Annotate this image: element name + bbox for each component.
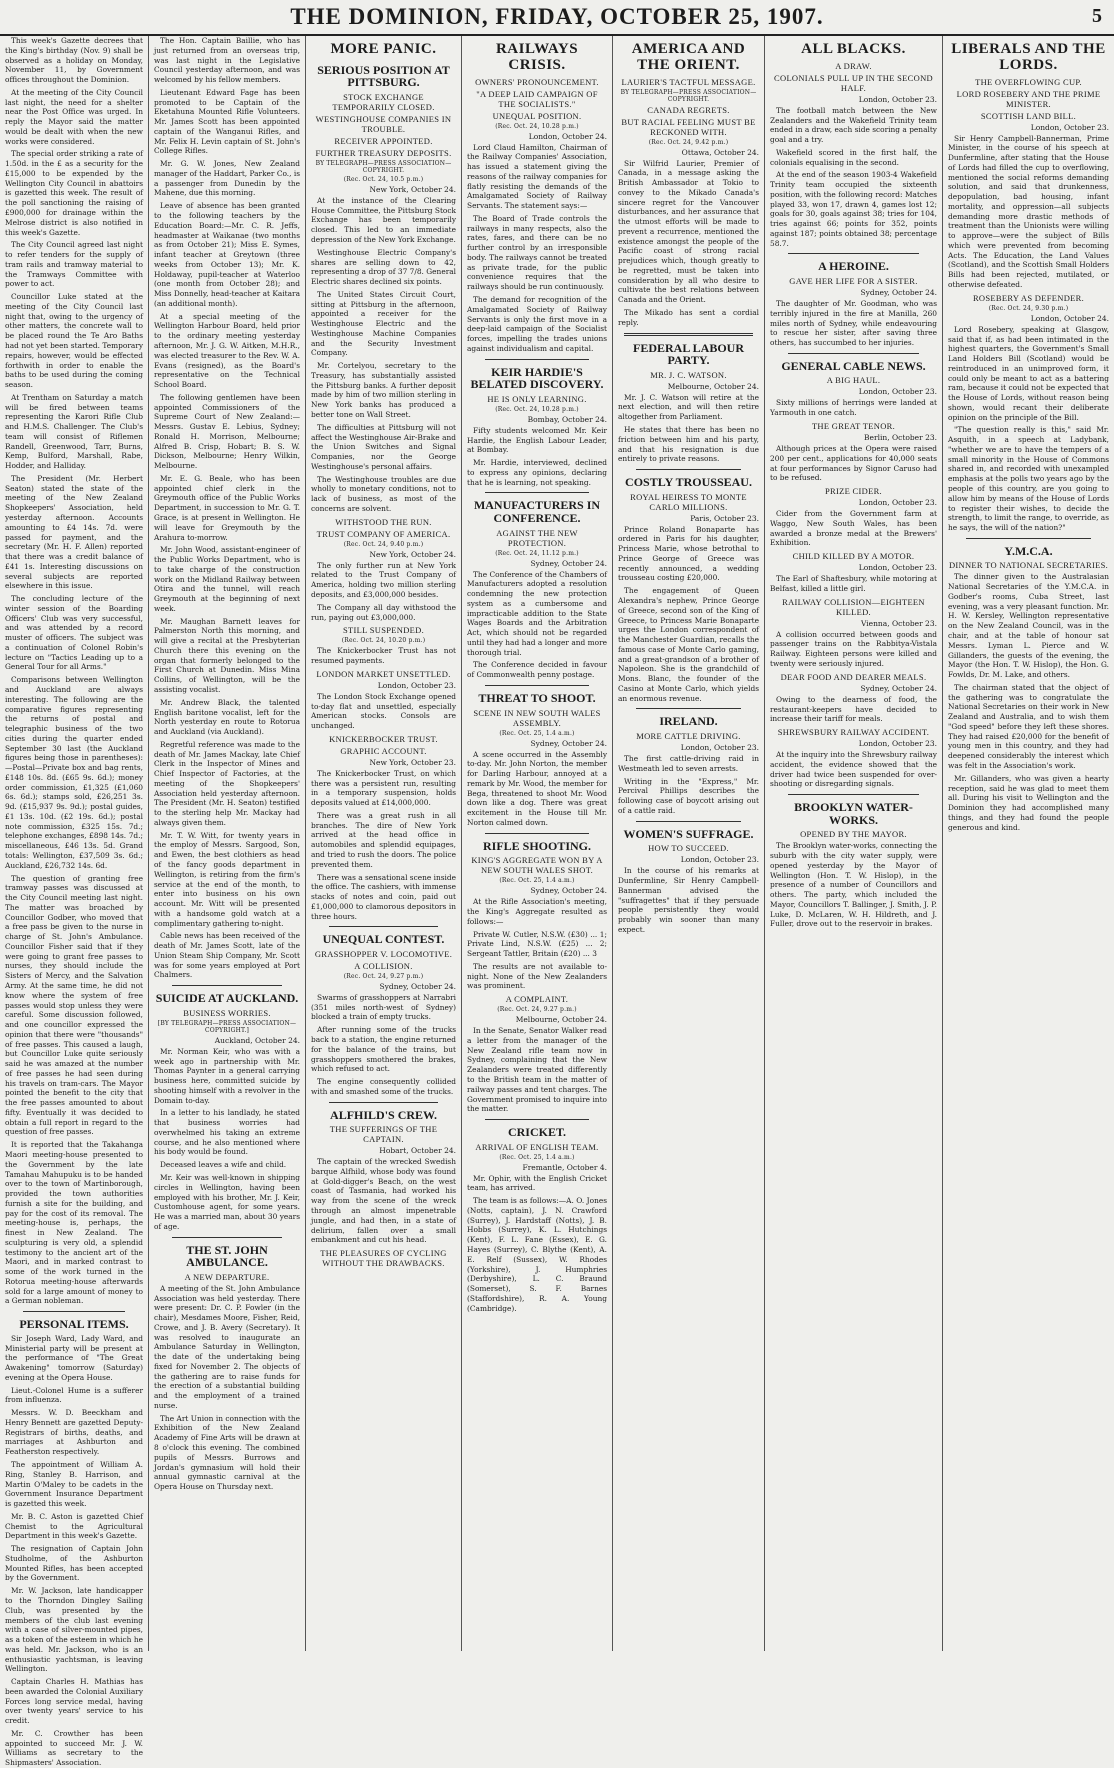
column-6: [764, 36, 942, 1651]
paragraph: Although prices at the Opera were raised 200 per cent., applications for 40,000 seats at four performances by Signor Caruso had to be refused.: [770, 444, 937, 483]
dateline: Fremantle, October 4.: [522, 1162, 607, 1172]
paragraph: At Trentham on Saturday a match will be fired between teams representing the Karori Rifle Club and H.M.S. Challenger. The Club's team will consist of Riflemen Randell, Greenwood, Tarr, Burns, Kemp, Bulford, Marshall, Rabe, Hodder, and Halliday.: [5, 392, 143, 471]
dateline: Melbourne, October 24.: [667, 381, 759, 391]
paragraph: The London Stock Exchange opened to-day flat and unsettled, especially American stocks. Consols are unchanged.: [311, 691, 456, 731]
subheading: GRAPHIC ACCOUNT.: [340, 745, 427, 756]
divider: [624, 333, 753, 336]
paragraph: Fifty students welcomed Mr. Keir Hardie, the English Labour Leader, at Bombay.: [467, 425, 607, 455]
paragraph: The President (Mr. Herbert Seaton) stated the state of the meeting of the New Zealand Shopkeepers' Association, held yesterday afternoon. Accounts amounting to £4 14s. 7d. were passed for payment, and the secretary (Mr. H. F. Allen) reported that there was a credit balance of £41 1s. Interesting discussions on several subjects are reported elsewhere in this issue.: [5, 473, 143, 591]
paragraph: The only further run at New York related to the Trust Company of America, holding two million sterling deposits, and £3,000,000 besides.: [311, 560, 456, 599]
divider: [172, 985, 282, 986]
paragraph: The first cattle-driving raid in Westmeath led to seven arrests.: [618, 754, 759, 773]
paragraph: In a letter to his landlady, he stated that business worries had overwhelmed his taking an extreme course, and he also mentioned where his body would be found.: [154, 1108, 300, 1157]
paragraph: Swarms of grasshoppers at Narrabri (351 miles north-west of Sydney) blocked a train of empty trucks.: [311, 992, 456, 1022]
paragraph: At the inquiry into the Shrewsbury railway accident, the evidence showed that the driver had twice been suspended for over-shooting or disregarding signals.: [770, 750, 937, 789]
subheading: GRASSHOPPER V. LOCOMOTIVE.: [314, 948, 453, 959]
headline-cricket: CRICKET.: [507, 1125, 567, 1140]
subheading: ROSEBERY AS DEFENDER.: [972, 292, 1085, 303]
divider: [485, 1119, 589, 1120]
paragraph: Mr. Andrew Black, the talented English baritone vocalist, left for the North yesterday en route to Rotorua and Auckland (via Auckland).: [154, 697, 300, 737]
paragraph: The appointment of William A. Ring, Stanley B. Harrison, and Martin O'Maley to be cadets in the Government Insurance Department is gazetted this week.: [5, 1460, 143, 1509]
paragraph: Mr. G. W. Jones, New Zealand manager of the Haddart, Parker Co., is a passenger from Dunedin by the Mahene, due this morning.: [154, 159, 300, 198]
paragraph: The Hon. Captain Baillie, who has just returned from an overseas trip, was last night in the Legislative Council yesterday afternoon, and was welcomed by his fellow members.: [154, 36, 300, 85]
headline-costly-trousseau: COSTLY TROUSSEAU.: [625, 475, 752, 490]
subheading: ARRIVAL OF ENGLISH TEAM.: [475, 1141, 599, 1152]
paragraph: Leave of absence has been granted to the following teachers by the Education Board:—Mr. C. R. Jeffs, headmaster at Waikanae (two months as from October 21); Miss E. Symes, infant teacher at Greytown (three weeks from October 13); Mr. K. Holdaway, pupil-teacher at Waterloo (one month from October 28); and Miss Donnelly, head-teacher at Kaitara (an additional month).: [154, 201, 300, 308]
paragraph: Mr. Norman Keir, who was with a week ago in partnership with Mr. Thomas Paynter in a general carrying business here, committed suicide by shooting himself with a revolver in the Domain to-day.: [154, 1046, 300, 1105]
paragraph: The Art Union in connection with the Exhibition of the New Zealand Academy of Fine Arts will be drawn at 8 o'clock this evening. The combined pupils of Messrs. Burrows and Jordan's gymnasium will hold their annual gymnastic carnival at the Opera House on Thursday next.: [154, 1413, 300, 1492]
received-time: (Rec. Oct. 24, 11.12 p.m.): [495, 549, 579, 557]
headline-more-panic: MORE PANIC.: [330, 41, 437, 57]
paragraph: Lieut.-Colonel Hume is a sufferer from influenza.: [5, 1385, 143, 1405]
headline-pittsburg: SERIOUS POSITION AT PITTSBURG.: [317, 62, 450, 90]
dateline: London, October 23.: [858, 739, 937, 749]
dateline: London, October 23.: [680, 855, 759, 865]
paragraph: Sir Henry Campbell-Bannerman, Prime Minister, in the course of his speech at Dunfermline, after stating that the House of Lords had filled the cup to overflowing, mentioned the social reforms demanding solution, and said that drunkenness, depopulation, bad housing, infant mortality, and oppression—all subjects demanding more drastic methods of treatment than the Unionists were willing to approve—were the subject of Bills which were prevented from becoming Acts. The Education, the Land Values (Scotland), and the Scottish Small Holders Bills had been rejected, mutilated, or otherwise defeated.: [948, 133, 1109, 289]
paragraph: Sir Wilfrid Laurier, Premier of Canada, in a message asking the British Ambassador at Tokio to convey to the Mikado Canada's sincere regret for the Vancouver disturbances, and her assurance that the utmost efforts will be made to prevent a recurrence, mentioned the existence amongst the people of the Pacific coast of strong racial prejudices which, though greatly to be regretted, must be taken into consideration by all who desire to cultivate the best relations between Canada and the Orient.: [618, 158, 759, 305]
paragraph: After running some of the trucks back to a station, the engine returned for the balance of the trains, but grasshoppers smothered the brakes, which refused to act.: [311, 1025, 456, 1074]
subheading: CHILD KILLED BY A MOTOR.: [792, 551, 915, 562]
headline-all-blacks: ALL BLACKS.: [801, 41, 906, 57]
paragraph: The dinner given to the Australasian National Secretaries of the Y.M.C.A. in Godber's rooms, Cuba Street, last evening, was a very pleasant function. Mr. H. W. Kersley, Wellington representative on the New Zealand Council, was in the chair, and at the table of honour sat Messrs. Lyman L. Pierce and W. Gillanders, the guests of the evening, the Mayor (the Hon. T. W. Hislop), the Hon. G. Fowlds, Dr. M. Lake, and others.: [948, 572, 1109, 680]
subheading: ROYAL HEIRESS TO MONTE CARLO MILLIONS.: [630, 491, 747, 512]
dateline: Sydney, October 24.: [860, 683, 937, 693]
paragraph: It is reported that the Takahanga Maori meeting-house presented to the Government by the late Tamahau Mahupuku is to be handed over to the town of Martinborough, provided the town authorities furnish a site for the building, and pay for the cost of its removal. The meeting-house is, perhaps, the finest in New Zealand. The sculpturing is very old, a splendid testimony to the ancient art of the Maori, and in marked contrast to some of the work turned in the Rotorua meeting-house afterwards sold for a large amount of money to a German nobleman.: [5, 1140, 143, 1306]
paragraph: The Earl of Shaftesbury, while motoring at Belfast, killed a little girl.: [770, 574, 937, 593]
dateline: Vienna, October 23.: [860, 618, 937, 628]
column-7: [942, 36, 1114, 1651]
headline-liberals-lords: LIBERALS AND THE LORDS.: [951, 41, 1106, 73]
paragraph: At a special meeting of the Wellington Harbour Board, held prior to the ordinary meeting yesterday afternoon, Mr. J. G. W. Aitken, M.H.R., was elected treasurer to the Rev. W. A. Evans (resigned), as the Board's representative on the Technical School Board.: [154, 311, 300, 390]
columns: [0, 36, 1114, 1768]
subheading: CANADA REGRETS.: [647, 104, 730, 115]
divider: [485, 359, 589, 360]
subheading: GAVE HER LIFE FOR A SISTER.: [789, 276, 918, 287]
page-number: 5: [1092, 5, 1102, 27]
column-4: [461, 36, 612, 1651]
paragraph: A scene occurred in the Assembly to-day. Mr. John Norton, the member for Darling Harbour, annoyed at a remark by Mr. Wood, the member for Bega, threatened to shoot Mr. Wood down like a dog. There was great excitement in the House till Mr. Norton calmed down.: [467, 749, 607, 827]
subheading: SCENE IN NEW SOUTH WALES ASSEMBLY.: [473, 707, 601, 728]
divider: [636, 821, 741, 822]
divider: [329, 926, 438, 927]
headline-unequal-contest: UNEQUAL CONTEST.: [322, 932, 445, 947]
received-time: (Rec. Oct. 24, 9.42 p.m.): [648, 138, 729, 146]
paragraph: Councillor Luke stated at the meeting of the City Council last night that, owing to the urgency of other matters, the concrete wall to be placed round the Te Aro Baths had not yet been started. Temporary repairs, however, would be effected forthwith in order to enable the baths to be used during the coming season.: [5, 292, 143, 390]
paragraph: This week's Gazette decrees that the King's birthday (Nov. 9) shall be observed as a holiday on Monday, November 11, by Government offices throughout the Dominion.: [5, 36, 143, 85]
subheading: "A DEEP LAID CAMPAIGN OF THE SOCIALISTS.": [476, 88, 598, 109]
headline-personal-items: PERSONAL ITEMS.: [19, 1317, 129, 1332]
headline-a-heroine: A HEROINE.: [818, 259, 889, 274]
wire-credit: BY TELEGRAPH—PRESS ASSOCIATION—COPYRIGHT.: [620, 88, 757, 103]
paragraph: At the meeting of the City Council last night, the need for a shelter near the Post Office was urged. In reply the Mayor said the matter would be dealt with when the new works were considered.: [5, 87, 143, 146]
paragraph: The engagement of Queen Alexandra's nephew, Prince George of Greece, second son of the King of Greece, to Princess Marie Bonaparte urges the London correspondent of the Manchester Guardian, recalls the famous case of Monte Carlo gaming, and a great-grandson of a brother of Napoleon. She is the grandchild of Mons. Blanc, the founder of the Casino at Monte Carlo, which yields an enormous revenue.: [618, 586, 759, 703]
paragraph: The Knickerbocker Trust, on which there was a persistent run, resulting in a temporary suspension, holds deposits valued at £14,000,000.: [311, 768, 456, 808]
paragraph: In the course of his remarks at Dunfermline, Sir Henry Campbell-Bannerman advised the "suffragettes" that if they persuade people persistently they would probably win sooner than many expect.: [618, 866, 759, 934]
paragraph: The following gentlemen have been appointed Commissioners of the Supreme Court of New Zealand:—Messrs. Gustav E. Lebius, Sydney; Ronald H. Morrison, Melbourne; Alfred B. Crisp, Hobart; B. S. W. Dickson, Melbourne; Henry Wilkin, Melbourne.: [154, 392, 300, 471]
subheading: WESTINGHOUSE COMPANIES IN TROUBLE.: [315, 113, 452, 134]
headline-rifle-shooting: RIFLE SHOOTING.: [482, 838, 592, 853]
paragraph: The Westinghouse troubles are due wholly to monetary conditions, not to lack of business, as most of the concerns are solvent.: [311, 474, 456, 513]
dateline: Sydney, October 24.: [530, 558, 607, 568]
dateline: Hobart, October 24.: [379, 1146, 456, 1156]
subheading: HE IS ONLY LEARNING.: [487, 393, 587, 404]
paragraph: He states that there has been no friction between him and his party, and that his resignation is due entirely to private reasons.: [618, 425, 759, 464]
column-5: [612, 36, 764, 1651]
headline-railways-crisis: RAILWAYS CRISIS.: [495, 41, 579, 73]
subheading: A BIG HAUL.: [826, 375, 881, 386]
dateline: Sydney, October 24.: [860, 288, 937, 298]
divider: [788, 253, 919, 254]
dateline: London, October 24.: [528, 131, 607, 141]
dateline: Ottawa, October 24.: [681, 147, 759, 157]
headline-america-orient: AMERICA AND THE ORIENT.: [631, 41, 746, 73]
paragraph: A meeting of the St. John Ambulance Association was held yesterday. There were present: Dr. C. P. Fowler (in the chair), Mesdames Moore, Fisher, Reid, Crowe, and J. B. Avery (Secretary). It was resolved to inaugurate an Ambulance Saturday in Wellington, the date of the undertaking being fixed for November 2. The objects of the gathering are to raise funds for the erection of a substantial building and the employment of a trained nurse.: [154, 1283, 300, 1410]
paragraph: Lieutenant Edward Fage has been promoted to be Captain of the Eketahuna Mounted Rifle Volunteers. Mr. James Scott has been appointed captain of the Wanganui Rifles, and Mr. Felix H. Levin captain of St. John's College Rifles.: [154, 87, 300, 156]
subheading: TRUST COMPANY OF AMERICA.: [316, 528, 451, 539]
paragraph: Private W. Cutler, N.S.W. (£30) ... 1; Private Lind, N.S.W. (£25) ... 2; Sergeant Tattler, Britain (£20) ... 3: [467, 929, 607, 959]
subheading: BUT RACIAL FEELING MUST BE RECKONED WITH.: [621, 116, 756, 137]
paragraph: The demand for recognition of the Amalgamated Society of Railway Servants is only the first move in a deep-laid campaign of the Socialist forces, impelling the trades unions against individualism and capital.: [467, 294, 607, 353]
paragraph: Mr. E. G. Beale, who has been appointed chief clerk in the Greymouth office of the Public Works Department, in succession to Mr. G. T. Grace, is at present in Wellington. He will leave for Greymouth by the Arahura to-morrow.: [154, 473, 300, 542]
headline-womens-suffrage: WOMEN'S SUFFRAGE.: [623, 826, 754, 841]
paragraph: The City Council agreed last night to refer tenders for the supply of tram rails and tramway material to the Tramways Committee with power to act.: [5, 240, 143, 289]
dateline: Sydney, October 24.: [530, 886, 607, 896]
headline-suicide: SUICIDE AT AUCKLAND.: [155, 991, 299, 1006]
paragraph: The captain of the wrecked Swedish barque Alfhild, whose body was found at Gold-digger's Beach, on the west coast of Tasmania, had worked his way from the scene of the wreck through an almost impenetrable jungle, and had then, in a state of delirium, fallen over a small embankment and cut his head.: [311, 1157, 456, 1245]
paragraph: Sir Joseph Ward, Lady Ward, and Ministerial party will be present at the performance of "The Great Awakening" tomorrow (Saturday) evening at the Opera House.: [5, 1333, 143, 1382]
headline-brooklyn-water-works: BROOKLYN WATER-WORKS.: [794, 800, 913, 827]
paragraph: The United States Circuit Court, sitting at Pittsburg in the afternoon, appointed a receiver for the Westinghouse Electric and the Westinghouse Machine Companies and the Security Investment Company.: [311, 289, 456, 358]
received-time: (Rec. Oct. 24, 10.5 p.m.): [343, 175, 424, 183]
headline-ymca: Y.M.C.A.: [1004, 543, 1053, 558]
subheading: KNICKERBOCKER TRUST.: [329, 733, 438, 744]
dateline: Melbourne, October 24.: [515, 1015, 607, 1025]
received-time: (Rec. Oct. 25, 1.4 a.m.): [499, 729, 575, 737]
dateline: London, October 23.: [858, 94, 937, 104]
dateline: Paris, October 23.: [690, 513, 759, 523]
paragraph: The chairman stated that the object of the gathering was to congratulate the National Secretaries on their work in New Zealand and Australia, and to wish them "God speed" before they left these shores. They had raised £20,000 for the benefit of young men in this country, and they had deepened considerably the interest which was felt in the Association's work.: [948, 682, 1109, 770]
paragraph: The Board of Trade controls the railways in many respects, also the rates, fares, and there can be no further control by an irresponsible body. The railways cannot be treated as private trade, for the public convenience requires that the railways should be run continuously.: [467, 213, 607, 292]
paragraph: The special order striking a rate of 1.50d. in the £ as a security for the £15,000 to be expended by the Wellington City Council in abattoirs is gazetted this week. The result of the poll sanctioning the raising of £900,000 for drainage within the Melrose district is also notified in this week's Gazette.: [5, 149, 143, 237]
paragraph: Mr. John Wood, assistant-engineer of the Public Works Department, who is to take charge of the construction work on the Midland Railway between Otira and the tunnel, will reach Greymouth at the beginning of next week.: [154, 545, 300, 613]
subheading: SHREWSBURY RAILWAY ACCIDENT.: [777, 727, 930, 738]
subheading: STILL SUSPENDED.: [343, 625, 424, 636]
subheading: A COLLISION.: [354, 960, 413, 971]
paragraph: At the instance of the Clearing House Committee, the Pittsburg Stock Exchange has been temporarily closed. This led to an immediate depression of the New York Exchange.: [311, 195, 456, 244]
masthead: [0, 0, 1114, 36]
paragraph: The Conference decided in favour of Commonwealth penny postage.: [467, 660, 607, 680]
paragraph: Mr. Gillanders, who was given a hearty reception, said he was glad to meet them all. During his visit to Wellington and the Dominion they had accomplished many things, and they had found the people generous and kind.: [948, 773, 1109, 832]
subheading: A COMPLAINT.: [505, 994, 569, 1005]
headline-alfhild: ALFHILD'S CREW.: [330, 1107, 437, 1122]
paragraph: Mr. B. C. Aston is gazetted Chief Chemist to the Agricultural Department in this week's Gazette.: [5, 1511, 143, 1541]
divider: [485, 685, 589, 686]
received-time: (Rec. Oct. 24, 9.27 p.m.): [497, 1006, 577, 1014]
subheading: THE SUFFERINGS OF THE CAPTAIN.: [329, 1124, 438, 1145]
paragraph: Westinghouse Electric Company's shares are selling down to 42, representing a drop of 37 7/8. General Electric shares declined six points.: [311, 247, 456, 287]
paragraph: Mr. Keir was well-known in shipping circles in Wellington, having been employed with his brother, Mr. J. Keir, Customhouse agent, for some years. He was a married man, about 30 years of age.: [154, 1172, 300, 1231]
subheading: SCOTTISH LAND BILL.: [980, 110, 1077, 121]
paragraph: In the Senate, Senator Walker read a letter from the manager of the New Zealand rifle team now in Sydney, complaining that the New Zealanders were treated differently to the British team in the matter of railway passes and tent charges. The Government promised to inquire into the matter.: [467, 1026, 607, 1114]
dateline: London, October 23.: [858, 563, 937, 573]
subheading: LAURIER'S TACTFUL MESSAGE.: [621, 76, 756, 87]
subheading: PRIZE CIDER.: [825, 486, 882, 497]
wire-credit: BY TELEGRAPH—PRESS ASSOCIATION—COPYRIGHT.: [315, 159, 452, 174]
subheading: RECEIVER APPOINTED.: [334, 135, 433, 146]
dateline: London, October 23.: [858, 498, 937, 508]
dateline: New York, October 23.: [369, 757, 456, 767]
subheading: FURTHER TREASURY DEPOSITS.: [315, 147, 452, 158]
subheading: WITHSTOOD THE RUN.: [335, 516, 432, 527]
paragraph: Messrs. W. D. Beeckham and Henry Bennett are gazetted Deputy-Registrars of births, deaths, and marriages at Ashburton and Featherston respectively.: [5, 1408, 143, 1457]
dateline: London, October 24.: [1030, 313, 1109, 323]
divider: [636, 708, 741, 709]
paragraph: The question of granting free tramway passes was discussed at the City Council meeting last night. The matter was broached by Councillor Godber, who moved that a free pass be given to the nurse in charge of St. John's Ambulance. Councillor Fisher said that if they were going to grant free passes to nurses, they should include the Sisters of Mercy, and the Salvation Army. At the same time, he did not know where the system of free passes would stop unless they were careful. Some discussion followed, and one councillor expressed the opinion that there were "thousands" of free passes. This caused a laugh, but Councillor Luke quite seriously said he was amazed at the number of free passes he had seen during his travels on tram-cars. The Mayor pointed the benefit to the city that the free passes amounted to about fifty. Eventually it was decided to obtain a full report in regard to the question of free passes.: [5, 873, 143, 1137]
dateline: London, October 23.: [858, 387, 937, 397]
paragraph: The results are not available to-night. None of the New Zealanders was prominent.: [467, 961, 607, 991]
paragraph: The Knickerbocker Trust has not resumed payments.: [311, 646, 456, 666]
paragraph: The engine consequently collided with and smashed some of the trucks.: [311, 1077, 456, 1096]
divider: [485, 492, 589, 493]
paragraph: Cider from the Government farm at Waggo, New South Wales, has been awarded a bronze medal at the Brewers' Exhibition.: [770, 509, 937, 548]
headline-keir-hardie: KEIR HARDIE'S BELATED DISCOVERY.: [470, 364, 604, 392]
subheading: MR. J. C. WATSON.: [650, 369, 727, 380]
divider: [636, 469, 741, 470]
paragraph: Mr. Ophir, with the English Cricket team, has arrived.: [467, 1173, 607, 1193]
column-1: [0, 36, 148, 1768]
subheading: DEAR FOOD AND DEARER MEALS.: [780, 671, 927, 682]
subheading: OPENED BY THE MAYOR.: [800, 829, 907, 840]
paragraph: Mr. W. Jackson, late handicapper to the Thorndon Dingley Sailing Club, was presented by the members of the club last evening with a case of silver-mounted pipes, as a token of the esteem in which he was held. Mr. Jackson, who is an enthusiastic yachtsman, is leaving Wellington.: [5, 1586, 143, 1674]
dateline: Sydney, October 24.: [530, 738, 607, 748]
paragraph: There was a sensational scene inside the office. The cashiers, with immense stacks of notes and coin, paid out £1,000,000 to clamorous depositors in three hours.: [311, 872, 456, 921]
paragraph: Sixty millions of herrings were landed at Yarmouth in one catch.: [770, 398, 937, 418]
received-time: (Rec. Oct. 24, 9.30 p.m.): [988, 304, 1069, 312]
paragraph: Mr. J. C. Watson will retire at the next election, and will then retire altogether from Parliament.: [618, 392, 759, 422]
headline-st-john-ambulance: THE ST. JOHN AMBULANCE.: [186, 1242, 268, 1270]
paragraph: A collision occurred between goods and passenger trains on the Rabbitya-Vistala Railway. Eighteen persons were killed and twenty were seriously injured.: [770, 629, 937, 668]
subheading: BUSINESS WORRIES.: [183, 1007, 271, 1018]
dateline: Sydney, October 24.: [379, 981, 456, 991]
subheading: DINNER TO NATIONAL SECRETARIES.: [948, 560, 1109, 571]
subheading: THE OVERFLOWING CUP.: [975, 76, 1082, 87]
column-3: [305, 36, 461, 1651]
divider: [172, 1237, 282, 1238]
paragraph: Mr. C. Crowther has been appointed to succeed Mr. J. W. Williams as secretary to the Shipmasters' Association.: [5, 1728, 143, 1768]
paragraph: "The question really is this," said Mr. Asquith, in a speech at Ladybank, "whether we are to have the tempers of a small minority in the House of Commons shared in, and recorded with unexampled emphasis at the polls two years ago by the people of this country, are you going to allow him by means of the House of Lords to register their wishes, to decide the strength, to limit the range, to override, as he says, the will of the nation?": [948, 425, 1109, 533]
paragraph: At the Rifle Association's meeting, the King's Aggregate resulted as follows:—: [467, 897, 607, 926]
divider: [485, 833, 589, 834]
divider: [788, 353, 919, 354]
paragraph: Lord Rosebery, speaking at Glasgow, said that if, as had been intimated in the highest quarters, the Government's Small Land Holders Bill (Scotland) would be reintroduced in an unimproved form, it could only be meant to act as a battering ram, because it could not be expected that the House of Lords, without reason being shown, would recant their deliberate opinion on the principle of the Bill.: [948, 324, 1109, 422]
received-time: (Rec. Oct. 25, 1.4 a.m.): [499, 877, 575, 885]
paragraph: Captain Charles H. Mathias has been awarded the Colonial Auxiliary Forces long service medal, having over twenty years' service to his credit.: [5, 1677, 143, 1726]
paragraph: Lord Claud Hamilton, Chairman of the Railway Companies' Association, has issued a statement giving the reasons of the railway companies for flatly resisting the demands of the Amalgamated Society of Railway Servants. The statement says:—: [467, 142, 607, 211]
received-time: (Rec. Oct. 24, 10.20 p.m.): [341, 637, 426, 645]
received-time: (Rec. Oct. 25, 1.4 a.m.): [499, 1153, 575, 1161]
headline-ireland: IRELAND.: [659, 714, 718, 729]
paragraph: Mr. T. W. Witt, for twenty years in the employ of Messrs. Sargood, Son, and Ewen, the best clothiers as head of the fancy goods department in Wellington, is retiring from the firm's service at the end of the month, to enter into business on his own account. Mr. Witt will be presented with a handsome gold watch at a complimentary gathering to-night.: [154, 830, 300, 928]
subheading: KING'S AGGREGATE WON BY A NEW SOUTH WALES SHOT.: [471, 855, 603, 876]
paragraph: The Conference of the Chambers of Manufacturers adopted a resolution condemning the new protection system as a cumbersome and impracticable addition to the State Wages Boards and the Arbitration Act, which should not be regarded until they had had a longer and more thorough trial.: [467, 569, 607, 657]
paragraph: The concluding lecture of the winter session of the Boarding Officers' Club was very successful, and was attended by a record muster of officers. The subject was a continuation of Colonel Robin's lecture on "Tactics Leading up to a General Tour for all Arms.": [5, 594, 143, 672]
dateline: Auckland, October 24.: [214, 1035, 300, 1045]
paragraph: Cable news has been received of the death of Mr. James Scott, late of the Union Steam Ship Company, Mr. Scott was for some years employed at Port Chalmers.: [154, 931, 300, 980]
subheading: AGAINST THE NEW PROTECTION.: [496, 527, 578, 548]
paragraph: At the end of the season 1903-4 Wakefield Trinity team occupied the sixteenth position, with the following record: Matches played 33, won 17, drawn 4, games lost 12; goals for 30, goals against 38; tries for 104, tries against 66; points for 352, points against 187; points obtained 38; percentage 58.7.: [770, 170, 937, 248]
subheading: COLONIALS PULL UP IN THE SECOND HALF.: [774, 72, 933, 93]
paragraph: There was a great rush in all branches. The dire of New York arrived at the head office in automobiles and splendid equipages, and tried to rush the doors. The police prevented them.: [311, 810, 456, 869]
dateline: London, October 23.: [1030, 122, 1109, 132]
paragraph: The difficulties at Pittsburg will not affect the Westinghouse Air-Brake and the Union Switches and Signal Companies, nor the George Westinghouse's personal affairs.: [311, 422, 456, 471]
dateline: New York, October 24.: [369, 549, 456, 559]
paragraph: The Mikado has sent a cordial reply.: [618, 307, 759, 327]
subheading: LONDON MARKET UNSETTLED.: [316, 668, 451, 679]
dateline: London, October 23.: [377, 680, 456, 690]
received-time: (Rec. Oct. 24, 10.28 p.m.): [495, 122, 579, 130]
paragraph: Deceased leaves a wife and child.: [160, 1160, 287, 1170]
subheading: A NEW DEPARTURE.: [184, 1271, 270, 1282]
paragraph: The team is as follows:—A. O. Jones (Notts, captain), J. N. Crawford (Surrey), J. Hardstaff (Notts), J. B. Hobbs (Surrey), K. L. Hutchings (Kent), F. L. Fane (Essex), E. G. Hayes (Surrey), C. Blythe (Kent), A. E. Relf (Sussex), W. Rhodes (Yorkshire), J. Humphries (Derbyshire), L. C. Braund (Somerset), S. F. Barnes (Staffordshire), R. A. Young (Cambridge).: [467, 1196, 607, 1313]
received-time: (Rec. Oct. 24, 10.28 p.m.): [495, 405, 579, 413]
wire-credit: [BY TELEGRAPH—PRESS ASSOCIATION—COPYRIGHT.]: [157, 1019, 297, 1034]
paragraph: The Company all day withstood the run, paying out £3,000,000.: [311, 602, 456, 622]
subheading: OWNERS' PRONOUNCEMENT.: [475, 76, 599, 87]
dateline: Berlin, October 23.: [864, 433, 937, 443]
paragraph: Wakefield scored in the first half, the colonials equalising in the second.: [770, 147, 937, 167]
paragraph: Writing in the "Express," Mr. Percival Phillips describes the following case of boycott arising out of a cattle raid.: [618, 776, 759, 815]
headline-threat-to-shoot: THREAT TO SHOOT.: [478, 690, 596, 705]
paragraph: Comparisons between Wellington and Auckland are always interesting. The following are the comparative figures representing the returns of postal and telegraphic business of the two cities during the quarter ended September 30 last (the Auckland figures being those in parentheses):—Postal—Private box and bag rents, £148 10s. 8d. (£65 9s. 6d.); money order commission, £1,325 (£1,060 6s. 6d.); stamps sold, £26,251 3s. 9d. (£15,937 9s. 9d.); postal guides, £1 13s. 10d. (£2 19s. 6d.); postal note commission, £325 15s. 7d.; telephone exchanges, £898 14s. 7d.; miscellaneous, £46 13s. 5d. Grand totals: Wellington, £37,509 3s. 6d.; Auckland, £26,732 14s. 6d.: [5, 675, 143, 870]
paragraph: Prince Roland Bonaparte has ordered in Paris for his daughter, Princess Marie, whose betrothal to Prince George of Greece was recently announced, a wedding trousseau costing £20,000.: [618, 524, 759, 583]
dateline: Bombay, October 24.: [527, 414, 607, 424]
paragraph: Mr. Cortelyou, secretary to the Treasury, has substantially assisted the Pittsburg banks. A further deposit made by him of two million sterling in New York banks has produced a better tone on Wall Street.: [311, 361, 456, 420]
paragraph: The football match between the New Zealanders and the Wakefield Trinity team ended in a draw, each side scoring a penalty goal and a try.: [770, 105, 937, 145]
divider: [329, 1102, 438, 1103]
paragraph: The daughter of Mr. Goodman, who was terribly injured in the fire at Manilla, 260 miles north of Sydney, while endeavouring to rescue her sister, after saving three others, has succumbed to her injuries.: [770, 299, 937, 348]
dateline: New York, October 24.: [369, 184, 456, 194]
subheading: RAILWAY COLLISION—EIGHTEEN KILLED.: [782, 596, 925, 617]
paragraph: Regretful reference was made to the death of Mr. James Mackay, late Chief Clerk in the Inspector of Mines and Chief Inspector of Factories, at the meeting of the Shopkeepers' Association held yesterday afternoon. The President (Mr. H. Seaton) testified to the sterling help Mr. Mackay had always given them.: [154, 739, 300, 827]
subheading: UNEQUAL POSITION.: [492, 110, 582, 121]
divider: [966, 538, 1091, 539]
divider: [788, 794, 919, 795]
paragraph: Mr. Hardie, interviewed, declined to express any opinions, declaring that he is learning, not speaking.: [467, 458, 607, 487]
subheading: STOCK EXCHANGE TEMPORARILY CLOSED.: [332, 91, 435, 112]
subheading: MORE CATTLE DRIVING.: [636, 731, 741, 742]
column-2: [148, 36, 305, 1651]
paragraph: The Brooklyn water-works, connecting the suburb with the city water supply, were opened yesterday by the Mayor of Wellington (Hon. T. W. Hislop), in the presence of a number of Councillors and others. The party, which included the Mayor, Councillors T. Ballinger, J. Smith, J. P. Luke, D. McLaren, W. H. Hildreth, and J. Fuller, drove out to the reservoir in brakes.: [770, 841, 937, 929]
subheading: THE GREAT TENOR.: [811, 421, 896, 432]
subheading: THE PLEASURES OF CYCLING WITHOUT THE DRAWBACKS.: [320, 1248, 447, 1269]
subheading: LORD ROSEBERY AND THE PRIME MINISTER.: [956, 88, 1101, 109]
paragraph: Mr. Maughan Barnett leaves for Palmerston North this morning, and will give a recital at the Presbyterian Church there this evening on the organ that formerly belonged to the First Church at Dunedin. Miss Mina Collins, of Wellington, will be the assisting vocalist.: [154, 616, 300, 694]
received-time: (Rec. Oct. 24, 9.27 p.m.): [343, 972, 424, 980]
headline-manufacturers: MANUFACTURERS IN CONFERENCE.: [473, 498, 601, 525]
headline-general-cable-news: GENERAL CABLE NEWS.: [781, 358, 926, 373]
paragraph: The resignation of Captain John Studholme, of the Ashburton Mounted Rifles, has been accepted by the Government.: [5, 1544, 143, 1583]
dateline: London, October 23.: [680, 743, 759, 753]
divider: [23, 1311, 125, 1312]
masthead-title: THE DOMINION, FRIDAY, OCTOBER 25, 1907.: [290, 4, 824, 29]
subheading: A DRAW.: [835, 60, 872, 71]
received-time: (Rec. Oct. 24, 9.40 p.m.): [343, 540, 424, 548]
subheading: HOW TO SUCCEED.: [648, 843, 729, 854]
headline-federal-labour: FEDERAL LABOUR PARTY.: [632, 340, 745, 368]
paragraph: Owing to the dearness of food, the restaurant-keepers have decided to increase their tariff for meals.: [770, 694, 937, 724]
